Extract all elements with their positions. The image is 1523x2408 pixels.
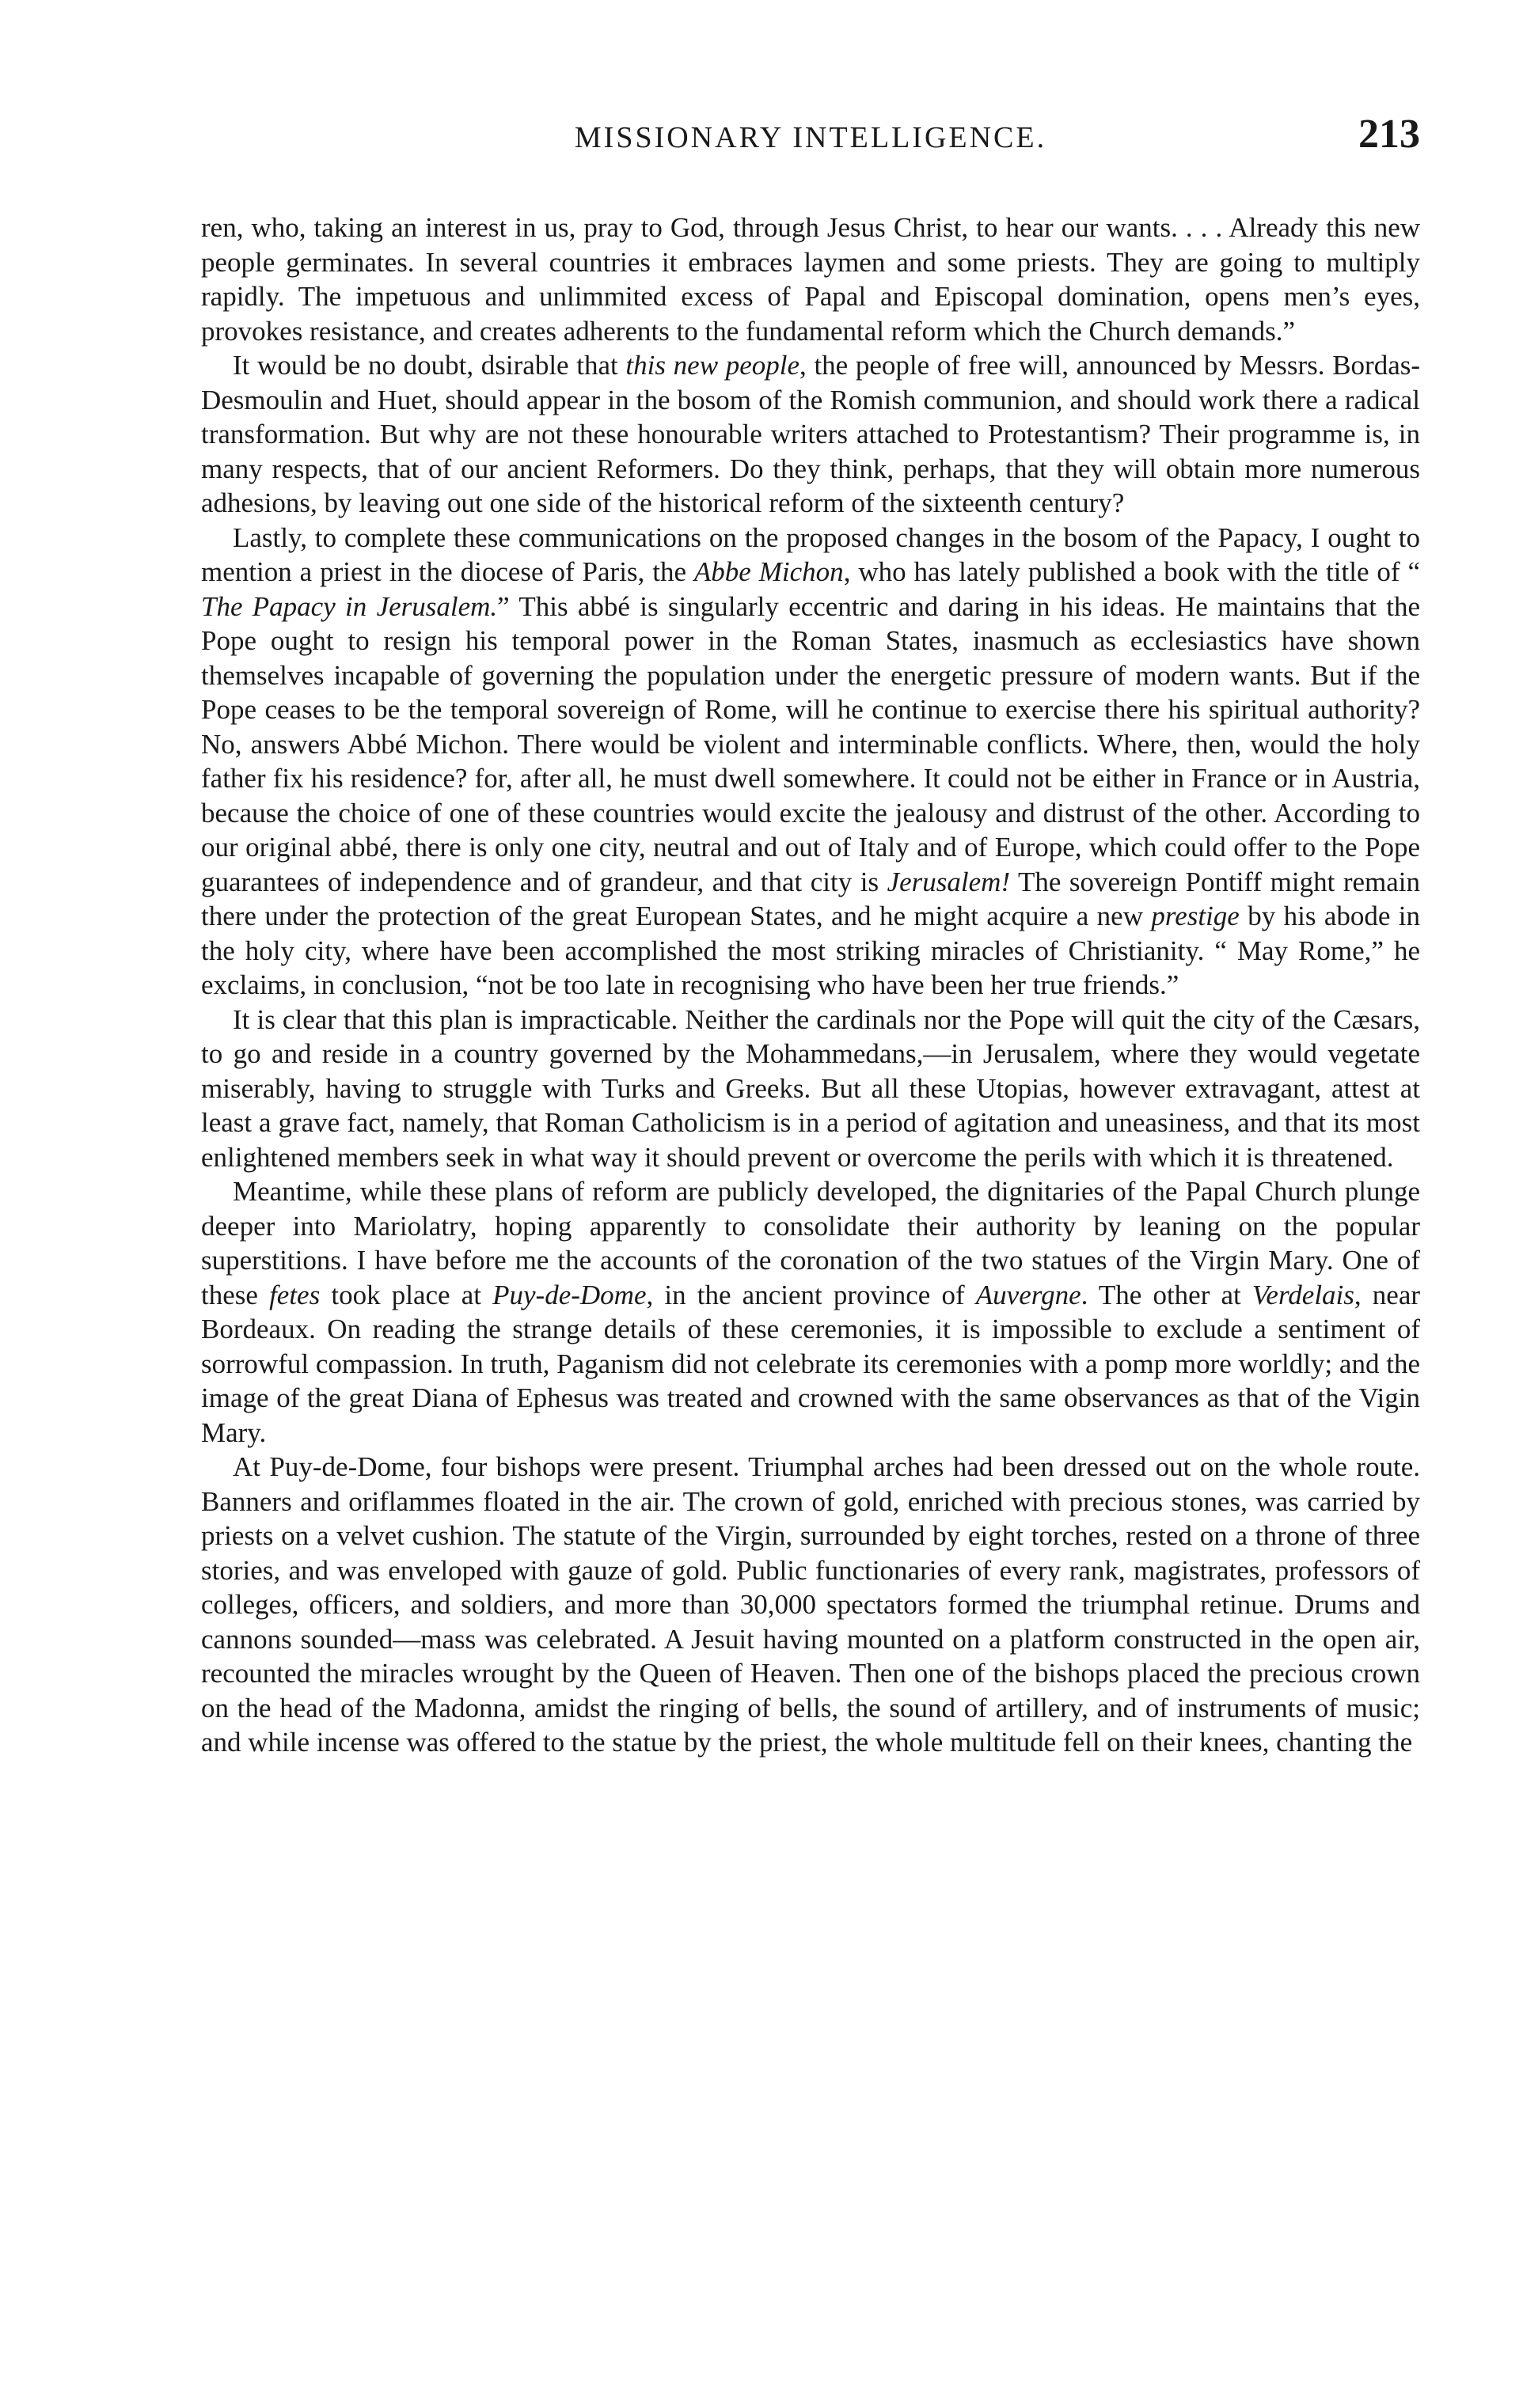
paragraph [201, 348, 1420, 521]
italic-text: The Papacy in Jerusalem. [201, 590, 498, 622]
italic-text: Abbe Michon [693, 556, 844, 587]
paragraph [201, 521, 1420, 1003]
text-run: ren, who, taking an interest in us, pray to God, through Jesus Christ, to hear our wants. . . . Already this new people germinates. In several countries it embraces laymen and some priests. They are going to multiply rapidly. The impetuous and unlimmited excess of Papal and Episcopal domination, opens men’s eyes, provokes resistance, and creates adherents to the fundamental reform which the Church demands.” [201, 212, 1420, 347]
paragraph [201, 1003, 1420, 1175]
text-run: , who has lately published a book with the title of “ [843, 556, 1421, 587]
text-run: , the people of free will, announced by Messrs. Bordas-Desmoulin and Huet, should appear in the bosom of the Romish communion, and should work there a radical transformation. But why are not these honourable writers attached to Protestantism? Their programme is, in many respects, that of our ancient Reformers. Do they think, perhaps, that they will obtain more numerous adhesions, by leaving out one side of the historical reform of the sixteenth century? [201, 350, 1421, 518]
running-title: MISSIONARY INTELLIGENCE. [574, 121, 1047, 154]
text-run: took place at [320, 1279, 493, 1310]
text-run: At Puy-de-Dome, four bishops were present. Triumphal arches had been dressed out on the whole route. Banners and oriflammes floated in the air. The crown of gold, enriched with precious stones, was carried by priests on a velvet cushion. The statute of the Virgin, surrounded by eight torches, rested on a throne of three stories, and was enveloped with gauze of gold. Public functionaries of every rank, magistrates, professors of colleges, officers, and soldiers, and more than 30,000 spectators formed the triumphal retinue. Drums and cannons sounded—mass was celebrated. A Jesuit having mounted on a platform constructed in the open air, recounted the miracles wrought by the Queen of Heaven. Then one of the bishops placed the precious crown on the head of the Madonna, amidst the ringing of bells, the sound of artillery, and of instruments of music; and while incense was offered to the statue by the priest, the whole multitude fell on their knees, chanting the [201, 1451, 1420, 1758]
paragraph [201, 210, 1420, 348]
text-run: The sovereign Pontiff might remain there under the protection of the great European States, and he might acquire a new [201, 866, 1420, 931]
italic-text: this new people [625, 350, 800, 381]
italic-text: prestige [1151, 901, 1240, 931]
text-run: ” This abbé is singularly eccentric and daring in his ideas. He maintains that the Pope ought to resign his temporal power in the Roman States, inasmuch as ecclesiastics have shown themselves incapable of governing the population under the energetic pressure of modern wants. But if the Pope ceases to be the temporal sovereign of Rome, will he continue to exercise there his spiritual authority? No, answers Abbé Michon. There would be violent and interminable conflicts. Where, then, would the holy father fix his residence? for, after all, he must dwell somewhere. It could not be either in France or in Austria, because the choice of one of these countries would excite the jealousy and distrust of the other. According to our original abbé, there is only one city, neutral and out of Italy and of Europe, which could offer to the Pope guarantees of independence and of grandeur, and that city is [201, 590, 1420, 897]
paragraph [201, 1450, 1420, 1760]
italic-text: Verdelais [1251, 1279, 1354, 1310]
text-run: . The other at [1081, 1279, 1252, 1310]
body-text [201, 210, 1420, 1760]
page-number: 213 [1358, 112, 1420, 157]
italic-text: Puy-de-Dome [492, 1279, 647, 1310]
text-run: , in the ancient province of [646, 1279, 976, 1310]
text-run: It would be no doubt, dsirable that [233, 350, 626, 381]
text-run: It is clear that this plan is impracticable. Neither the cardinals nor the Pope will quit the city of the Cæsars, to go and reside in a country governed by the Mohammedans,—in Jerusalem, where they would vegetate miserably, having to struggle with Turks and Greeks. But all these Utopias, however extravagant, attest at least a grave fact, namely, that Roman Catholicism is in a period of agitation and uneasiness, and that its most enlightened members seek in what way it should prevent or overcome the perils with which it is threatened. [201, 1003, 1420, 1173]
text-run: Lastly, to complete these communications on the proposed changes in the bosom of the Papacy, I ought to mention a priest in the diocese of Paris, the [201, 521, 1420, 587]
paragraph [201, 1174, 1420, 1450]
italic-text: fetes [269, 1279, 321, 1310]
text-run: , near Bordeaux. On reading the strange details of these ceremonies, it is impossible to exclude a sentiment of sorrowful compassion. In truth, Paganism did not celebrate its ceremonies with a pomp more worldly; and the image of the great Diana of Ephesus was treated and crowned with the same observances as that of the Vigin Mary. [201, 1279, 1421, 1448]
italic-text: Auvergne [975, 1279, 1081, 1310]
text-run: by his abode in the holy city, where have been accomplished the most striking miracles of Christianity. “ May Rome,” he exclaims, in conclusion, “not be too late in recognising who have been her true friends.” [201, 901, 1420, 1000]
running-head [201, 111, 1420, 174]
italic-text: Jerusalem! [887, 866, 1011, 897]
text-run: Meantime, while these plans of reform are publicly developed, the dignitaries of the Papal Church plunge deeper into Mariolatry, hoping apparently to consolidate their authority by leaning on the popular superstitions. I have before me the accounts of the coronation of the two statues of the Virgin Mary. One of these [201, 1176, 1420, 1310]
